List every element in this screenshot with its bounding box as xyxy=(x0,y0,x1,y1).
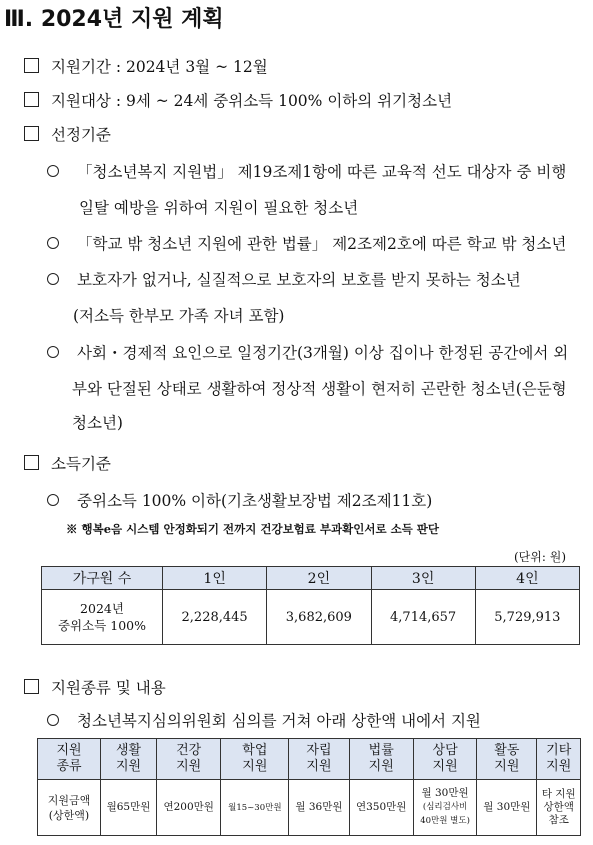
section-criteria xyxy=(24,123,111,145)
criteria-text: 「청소년복지 지원법」 제19조제1항에 따른 교육적 선도 대상자 중 비행 xyxy=(77,163,567,181)
criteria-item-cont: 부와 단절된 상태로 생활하여 정상적 생활이 현저히 곤란한 청소년(은둔형 xyxy=(72,380,567,398)
criteria-heading: 선정기준 xyxy=(51,126,111,144)
criteria-item-cont: (저소득 한부모 가족 자녀 포함) xyxy=(73,307,285,325)
row-label-line: 2024년 xyxy=(80,601,124,616)
section-income xyxy=(24,452,111,474)
table-header xyxy=(38,739,101,780)
header-line: 생활 xyxy=(115,743,142,758)
header-line: 자립 xyxy=(306,743,332,758)
table-header: 가구원 수 xyxy=(42,567,163,590)
criteria-item xyxy=(47,341,568,363)
income-heading: 소득기준 xyxy=(51,455,111,473)
criteria-item xyxy=(47,232,566,254)
table-cell: 연200만원 xyxy=(157,780,221,836)
table-cell xyxy=(413,780,476,836)
cell-line: 타 지원 xyxy=(541,788,576,800)
header-line: 지원 xyxy=(368,759,394,774)
header-line: 지원 xyxy=(115,759,142,774)
row-label xyxy=(42,590,163,645)
header-line: 상담 xyxy=(432,743,458,758)
table-row xyxy=(42,590,580,645)
income-note: ※ 행복e음 시스템 안정화되기 전까지 건강보험료 부과확인서로 소득 판단 xyxy=(66,522,440,536)
header-line: 학업 xyxy=(242,743,268,758)
table-header: 4인 xyxy=(475,567,579,590)
table-header xyxy=(101,739,157,780)
header-line: 지원 xyxy=(494,759,520,774)
table-header: 3인 xyxy=(371,567,475,590)
header-line: 지원 xyxy=(546,759,572,774)
table-header: 1인 xyxy=(163,567,267,590)
criteria-text: 사회・경제적 요인으로 일정기간(3개월) 이상 집이나 한정된 공간에서 외 xyxy=(77,344,569,362)
table-header xyxy=(221,739,289,780)
header-line: 지원 xyxy=(432,759,458,774)
table-cell: 월 36만원 xyxy=(289,780,349,836)
table-header xyxy=(289,739,349,780)
criteria-item-cont: 청소년) xyxy=(72,414,123,432)
table-cell: 월65만원 xyxy=(101,780,157,836)
checkbox-square-icon xyxy=(24,58,39,73)
criteria-item-cont: 일탈 예방을 위하여 지원이 필요한 청소년 xyxy=(79,199,359,217)
table-header: 2인 xyxy=(267,567,371,590)
income-item xyxy=(47,489,432,511)
table-header xyxy=(349,739,413,780)
checkbox-square-icon xyxy=(24,126,39,141)
header-line: 활동 xyxy=(494,743,520,758)
circle-bullet-icon xyxy=(47,273,59,285)
criteria-text: 보호자가 없거나, 실질적으로 보호자의 보호를 받지 못하는 청소년 xyxy=(77,271,521,289)
header-line: 법률 xyxy=(368,743,394,758)
circle-bullet-icon xyxy=(47,165,59,177)
row-label-line: (상한액) xyxy=(48,808,90,822)
cell-line: 상한액 xyxy=(543,801,574,813)
header-line: 지원 xyxy=(56,743,82,758)
circle-bullet-icon xyxy=(47,237,59,249)
table-header xyxy=(413,739,476,780)
checkbox-square-icon xyxy=(24,679,39,694)
page-title: Ⅲ. 2024년 지원 계획 xyxy=(4,7,224,32)
income-table xyxy=(41,566,580,645)
section-support xyxy=(24,676,166,698)
cell-line: 월 30만원 xyxy=(421,787,469,799)
income-text: 중위소득 100% 이하(기초생활보장법 제2조제11호) xyxy=(77,492,433,510)
table-header-row xyxy=(38,739,581,780)
table-cell: 월 30만원 xyxy=(477,780,537,836)
table-cell: 3,682,609 xyxy=(267,590,371,645)
table-cell: 연350만원 xyxy=(349,780,413,836)
row-label-line: 중위소득 100% xyxy=(57,618,146,633)
table-header xyxy=(537,739,581,780)
table-cell: 월15~30만원 xyxy=(221,780,289,836)
section-period xyxy=(24,55,268,77)
table-cell xyxy=(537,780,581,836)
circle-bullet-icon xyxy=(47,346,59,358)
support-heading: 지원종류 및 내용 xyxy=(51,679,166,697)
checkbox-square-icon xyxy=(24,455,39,470)
table-header xyxy=(477,739,537,780)
header-line: 지원 xyxy=(306,759,332,774)
row-label xyxy=(38,780,101,836)
support-table xyxy=(37,738,581,836)
criteria-item xyxy=(47,268,521,290)
section-target xyxy=(24,89,452,111)
period-text: 지원기간 : 2024년 3월 ~ 12월 xyxy=(51,58,268,76)
circle-bullet-icon xyxy=(47,714,59,726)
table-header xyxy=(157,739,221,780)
support-text: 청소년복지심의위원회 심의를 거쳐 아래 상한액 내에서 지원 xyxy=(77,712,481,730)
circle-bullet-icon xyxy=(47,494,59,506)
target-text: 지원대상 : 9세 ~ 24세 중위소득 100% 이하의 위기청소년 xyxy=(51,92,453,110)
table-cell: 5,729,913 xyxy=(475,590,579,645)
table-cell: 4,714,657 xyxy=(371,590,475,645)
cell-line: (심리검사비 xyxy=(422,802,468,812)
unit-label: (단위: 원) xyxy=(514,550,566,564)
criteria-text: 「학교 밖 청소년 지원에 관한 법률」 제2조제2호에 따른 학교 밖 청소년 xyxy=(77,235,567,253)
support-item xyxy=(47,709,481,731)
header-line: 종류 xyxy=(56,759,82,774)
header-line: 기타 xyxy=(546,743,572,758)
checkbox-square-icon xyxy=(24,92,39,107)
header-line: 지원 xyxy=(176,759,202,774)
cell-line: 참조 xyxy=(548,814,569,826)
header-line: 건강 xyxy=(176,743,202,758)
table-header-row xyxy=(42,567,580,590)
header-line: 지원 xyxy=(242,759,268,774)
cell-line: 40만원 별도) xyxy=(420,816,470,826)
criteria-item xyxy=(47,160,566,182)
table-row xyxy=(38,780,581,836)
table-cell: 2,228,445 xyxy=(163,590,267,645)
row-label-line: 지원금액 xyxy=(47,793,91,807)
